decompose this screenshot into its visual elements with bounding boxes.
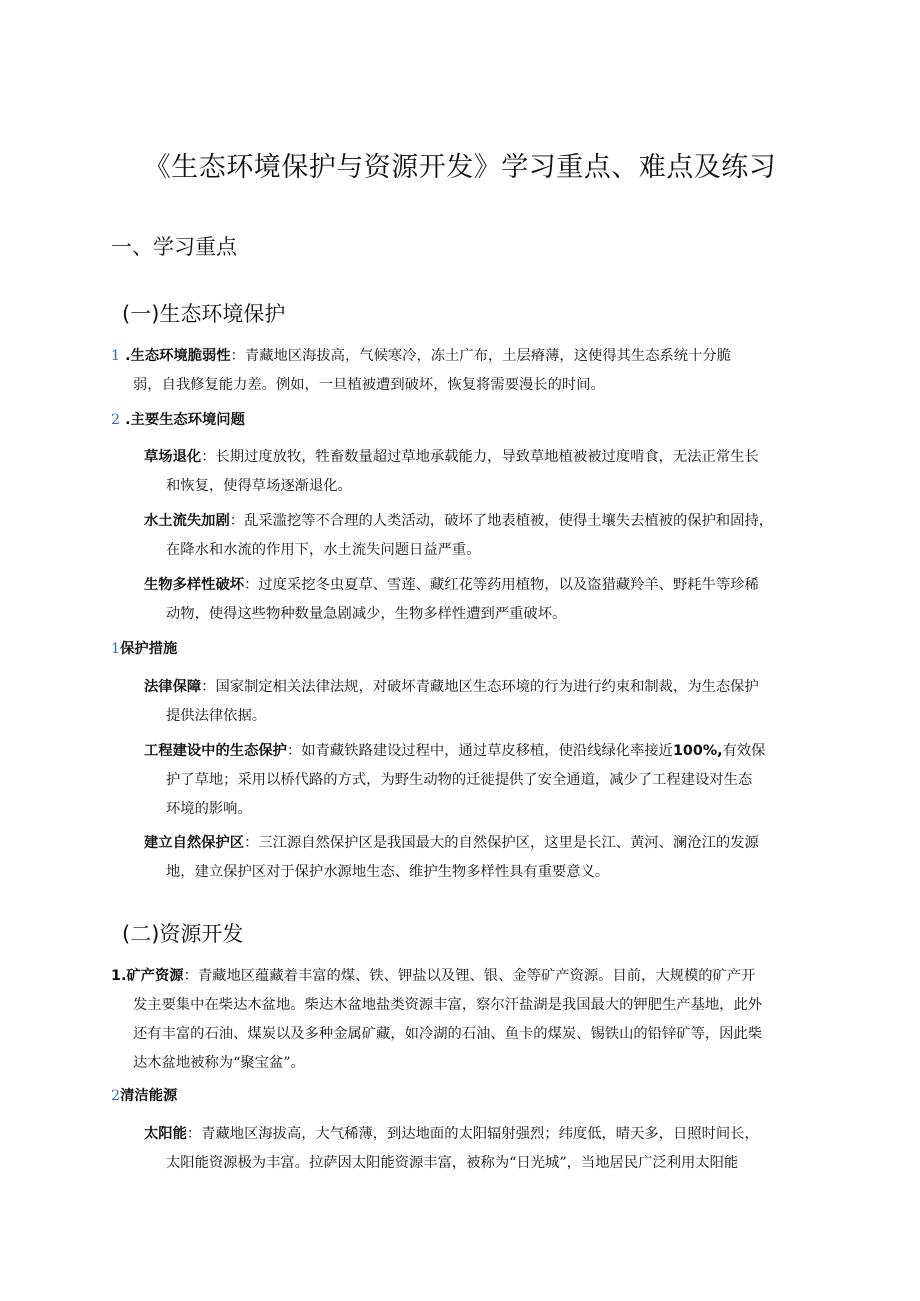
- problem-grassland-degradation: [144, 443, 759, 501]
- problem-label: 草场退化: [144, 449, 202, 465]
- measure-text-line: 护了草地；采用以桥代路的方式，为野生动物的迁徙提供了安全通道，减少了工程建设对生态: [166, 772, 753, 788]
- item-separator: .: [120, 348, 131, 364]
- measure-label: 建立自然保护区: [144, 835, 245, 851]
- item-text-line: 达木盆地被称为“聚宝盆”。: [133, 1055, 305, 1071]
- item-text-line: 发主要集中在柴达木盆地。柴达木盆地盐类资源丰富，察尔汗盐湖是我国最大的钾肥生产基地，此外: [133, 997, 763, 1013]
- measure-legal-protection: [144, 673, 759, 731]
- item-number: 2: [111, 1088, 121, 1104]
- measure-percentage: 100%,: [672, 743, 723, 759]
- item-number: 2: [111, 412, 121, 428]
- measure-label: 法律保障: [144, 679, 202, 695]
- measure-label: 工程建设中的生态保护: [144, 743, 287, 759]
- problem-text-line: ：乱采滥挖等不合理的人类活动，破坏了地表植被，使得土壤失去植被的保护和固持，: [229, 513, 774, 529]
- item-number: 1: [111, 348, 121, 364]
- item-number: 1.: [111, 968, 127, 984]
- subheading-resource-development: (二)资源开发: [122, 922, 244, 946]
- item-text-line: 弱，自我修复能力差。例如，一旦植被遭到破坏，恢复将需要漫长的时间。: [133, 377, 605, 393]
- measure-text-line: 提供法律依据。: [166, 708, 267, 724]
- item-separator: .: [120, 412, 131, 428]
- item-number: 1: [111, 641, 121, 657]
- measure-text-line: 有效保: [722, 743, 766, 759]
- item-label: 清洁能源: [120, 1088, 178, 1104]
- problem-text-line: 在降水和水流的作用下，水土流失问题日益严重。: [166, 542, 481, 558]
- problem-text-line: ：长期过度放牧，牲畜数量超过草地承载能力，导致草地植被被过度啃食，无法正常生长: [201, 449, 759, 465]
- measure-nature-reserve: [144, 829, 759, 887]
- item-protection-measures: [111, 635, 177, 664]
- item-text-line: ：青藏地区蕴藏着丰富的煤、铁、钾盐以及锂、银、金等矿产资源。目前，大规模的矿产开: [183, 968, 756, 984]
- problem-soil-erosion: [144, 507, 773, 565]
- item-text-line: 还有丰富的石油、煤炭以及多种金属矿藏，如冷湖的石油、鱼卡的煤炭、锡铁山的铅锌矿等，因此柴: [133, 1026, 763, 1042]
- problem-label: 生物多样性破坏: [144, 577, 245, 593]
- item-label: 矿产资源: [126, 968, 184, 984]
- energy-solar: [144, 1120, 759, 1178]
- energy-label: 太阳能: [144, 1126, 187, 1142]
- energy-text-line: ：青藏地区海拔高，大气稀薄，到达地面的太阳辐射强烈；纬度低，晴天多，日照时间长，: [186, 1126, 759, 1142]
- document-title: 《生态环境保护与资源开发》学习重点、难点及练习: [143, 152, 777, 183]
- measure-text-line: ：国家制定相关法律法规，对破坏青藏地区生态环境的行为进行约束和制裁，为生态保护: [201, 679, 759, 695]
- measure-text-line: ：如青藏铁路建设过程中，通过草皮移植，使沿线绿化率接近: [286, 743, 673, 759]
- item-label: 生态环境脆弱性: [130, 348, 231, 364]
- measure-text-line: 地，建立保护区对于保护水源地生态、维护生物多样性具有重要意义。: [166, 864, 610, 880]
- section-heading-key-points: 一、学习重点: [111, 235, 237, 259]
- measure-engineering-protection: [144, 737, 765, 824]
- subheading-eco-protection: (一)生态环境保护: [122, 302, 286, 326]
- problem-text-line: ：过度采挖冬虫夏草、雪莲、藏红花等药用植物，以及盗猎藏羚羊、野耗牛等珍稀: [244, 577, 759, 593]
- item-eco-fragility: [111, 342, 731, 400]
- problem-text-line: 和恢复，使得草场逐渐退化。: [166, 478, 352, 494]
- energy-text-line: 太阳能资源极为丰富。拉萨因太阳能资源丰富，被称为“日光城”，当地居民广泛利用太阳能: [166, 1155, 739, 1171]
- problem-biodiversity-damage: [144, 571, 759, 629]
- item-text-line: ：青藏地区海拔高，气候寒冷，冻土广布，土层瘠薄，这使得其生态系统十分脆: [230, 348, 731, 364]
- problem-label: 水土流失加剧: [144, 513, 230, 529]
- measure-text-line: 环境的影响。: [166, 801, 252, 817]
- item-main-problems: [111, 406, 245, 435]
- item-clean-energy: [111, 1082, 177, 1111]
- measure-text-line: ：三江源自然保护区是我国最大的自然保护区，这里是长江、黄河、澜沧江的发源: [244, 835, 759, 851]
- item-label: 主要生态环境问题: [130, 412, 245, 428]
- item-label: 保护措施: [120, 641, 178, 657]
- problem-text-line: 动物，使得这些物种数量急剧减少，生物多样性遭到严重破坏。: [166, 606, 567, 622]
- item-mineral-resources: [111, 962, 762, 1078]
